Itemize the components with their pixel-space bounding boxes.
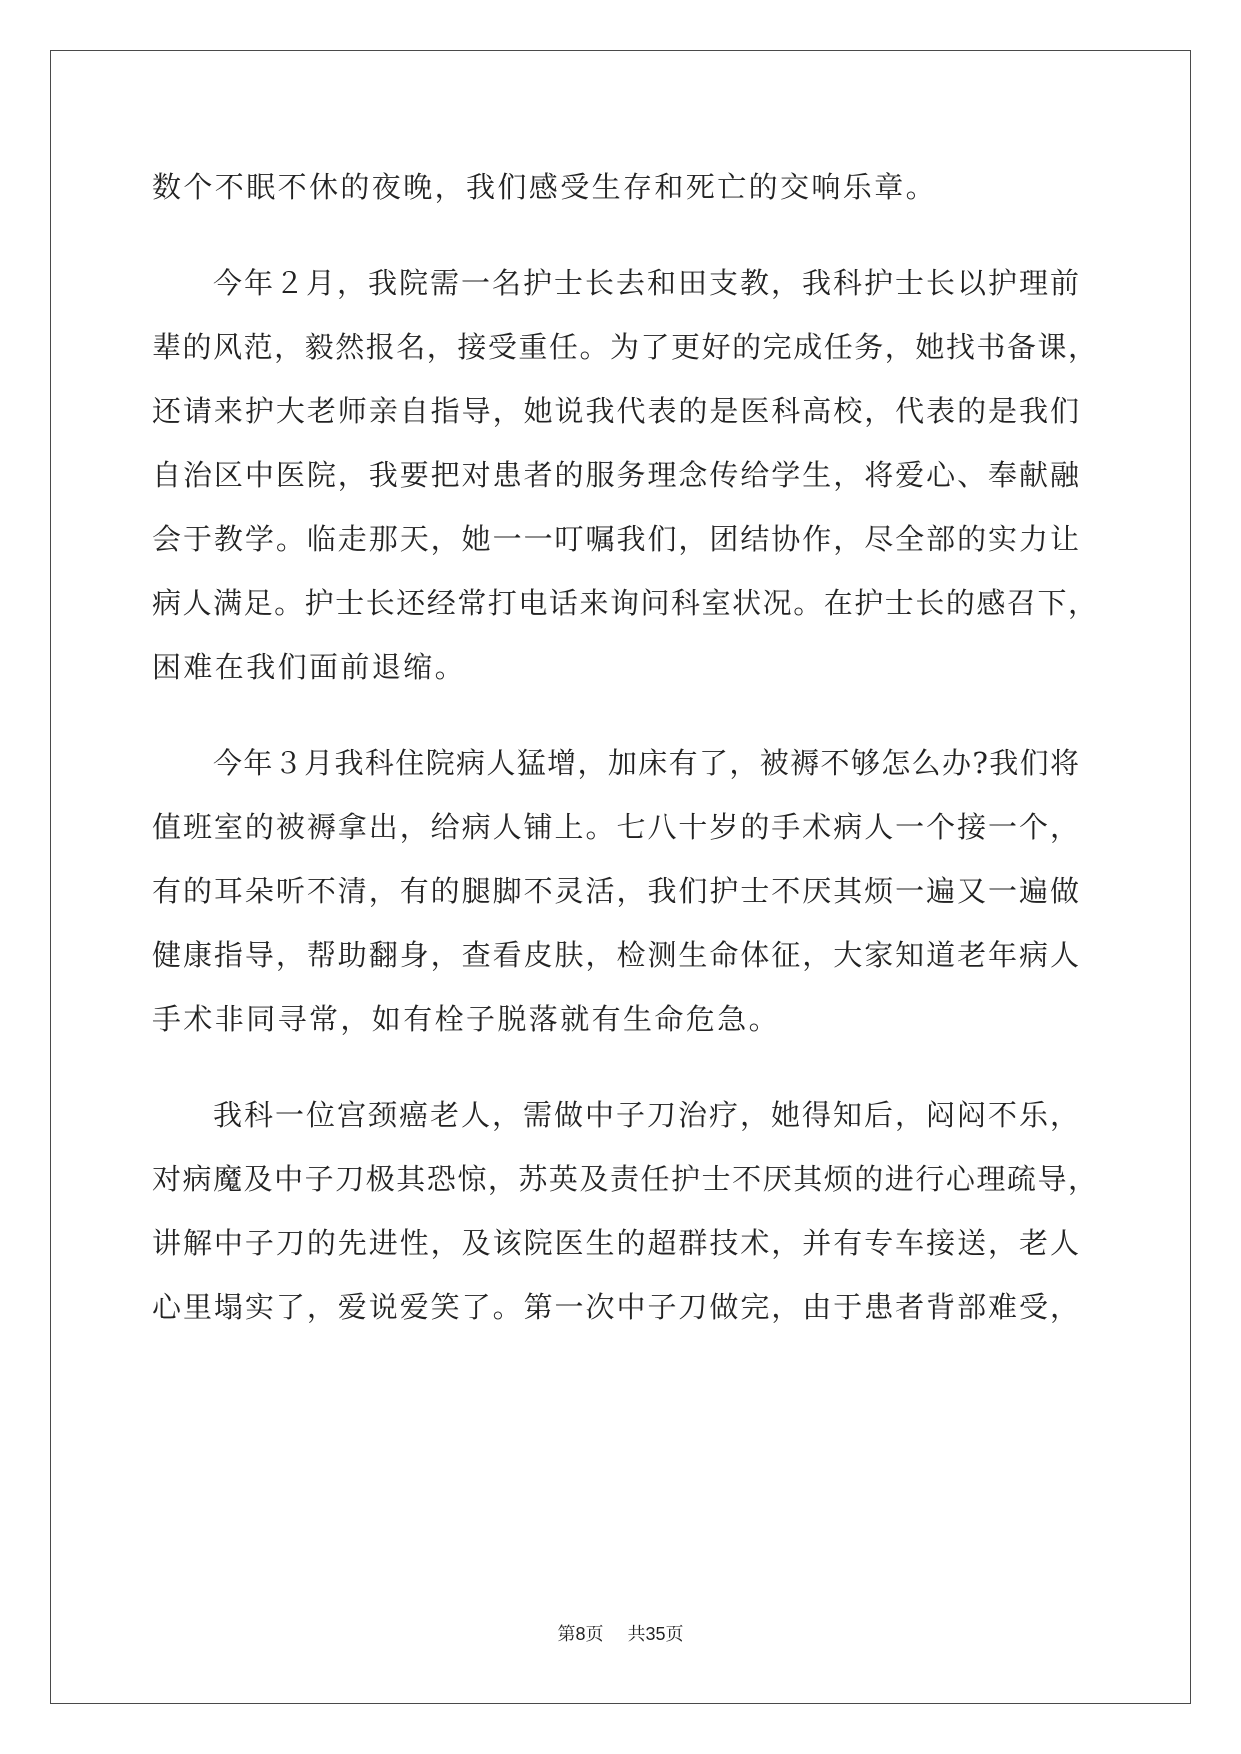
text-line: 自治区中医院，我要把对患者的服务理念传给学生，将爱心、奉献融 — [152, 458, 1079, 492]
text-line: 有的耳朵听不清，有的腿脚不灵活，我们护士不厌其烦一遍又一遍做 — [152, 874, 1079, 908]
total-prefix: 共 — [627, 1624, 646, 1645]
text-line: 我科一位宫颈癌老人，需做中子刀治疗，她得知后，闷闷不乐， — [213, 1098, 1079, 1132]
page-suffix: 页 — [585, 1624, 604, 1645]
text-line: 数个不眠不休的夜晚，我们感受生存和死亡的交响乐章。 — [152, 170, 938, 204]
page-footer — [0, 1620, 1241, 1646]
text-line: 今年３月我科住院病人猛增，加床有了，被褥不够怎么办?我们将 — [213, 746, 1079, 780]
text-line: 值班室的被褥拿出，给病人铺上。七八十岁的手术病人一个接一个， — [152, 810, 1079, 844]
text-line: 讲解中子刀的先进性，及该院医生的超群技术，并有专车接送，老人 — [152, 1226, 1079, 1260]
text-line: 健康指导，帮助翻身，查看皮肤，检测生命体征，大家知道老年病人 — [152, 938, 1079, 972]
text-line: 还请来护大老师亲自指导，她说我代表的是医科高校，代表的是我们 — [152, 394, 1079, 428]
text-line: 病人满足。护士长还经常打电话来询问科室状况。在护士长的感召下， — [152, 586, 1097, 620]
text-line: 会于教学。临走那天，她一一叮嘱我们，团结协作，尽全部的实力让 — [152, 522, 1079, 556]
total-suffix: 页 — [665, 1624, 684, 1645]
page-prefix: 第 — [557, 1624, 576, 1645]
text-line: 辈的风范，毅然报名，接受重任。为了更好的完成任务，她找书备课， — [152, 330, 1097, 364]
text-line: 困难在我们面前退缩。 — [152, 650, 467, 684]
page-number: 8 — [575, 1624, 586, 1644]
text-line: 心里塌实了，爱说爱笑了。第一次中子刀做完，由于患者背部难受， — [152, 1290, 1079, 1324]
text-line: 手术非同寻常，如有栓子脱落就有生命危急。 — [152, 1002, 781, 1036]
text-line: 对病魔及中子刀极其恐惊，苏英及责任护士不厌其烦的进行心理疏导， — [152, 1162, 1097, 1196]
total-pages: 35 — [645, 1624, 666, 1644]
text-line: 今年２月，我院需一名护士长去和田支教，我科护士长以护理前 — [213, 266, 1079, 300]
